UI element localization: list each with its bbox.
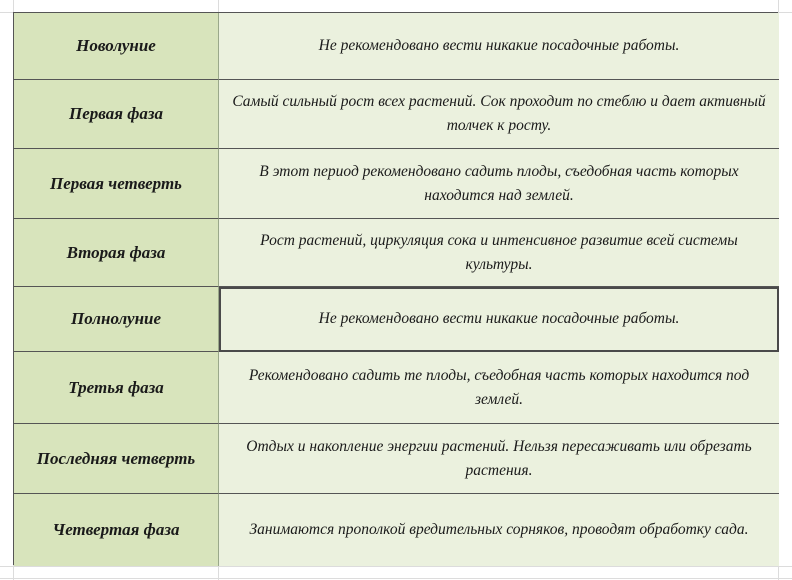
- description-cell-last-quarter[interactable]: Отдых и накопление энергии растений. Нельзя пересаживать или обрезать растения.: [219, 424, 779, 494]
- phase-cell-last-quarter[interactable]: Последняя четверть: [14, 424, 219, 494]
- phase-cell-first-quarter[interactable]: Первая четверть: [14, 149, 219, 219]
- phase-cell-new-moon[interactable]: Новолуние: [14, 13, 219, 80]
- phase-cell-third-phase[interactable]: Третья фаза: [14, 352, 219, 424]
- phase-cell-fourth-phase[interactable]: Четвертая фаза: [14, 494, 219, 566]
- description-cell-third-phase[interactable]: Рекомендовано садить те плоды, съедобная часть которых находится под землей.: [219, 352, 779, 424]
- phase-cell-second-phase[interactable]: Вторая фаза: [14, 219, 219, 287]
- phase-cell-first-phase[interactable]: Первая фаза: [14, 80, 219, 149]
- description-cell-second-phase[interactable]: Рост растений, циркуляция сока и интенсивное развитие всей системы культуры.: [219, 219, 779, 287]
- description-cell-first-phase[interactable]: Самый сильный рост всех растений. Сок проходит по стеблю и дает активный толчек к росту.: [219, 80, 779, 149]
- moon-phase-table: [13, 12, 778, 565]
- description-cell-fourth-phase[interactable]: Занимаются прополкой вредительных сорняков, проводят обработку сада.: [219, 494, 779, 566]
- description-cell-first-quarter[interactable]: В этот период рекомендовано садить плоды, съедобная часть которых находится над землей.: [219, 149, 779, 219]
- grid-line: [0, 566, 792, 567]
- description-cell-full-moon[interactable]: Не рекомендовано вести никакие посадочные работы.: [219, 287, 779, 352]
- phase-cell-full-moon[interactable]: Полнолуние: [14, 287, 219, 352]
- grid-line: [0, 578, 792, 579]
- description-cell-new-moon[interactable]: Не рекомендовано вести никакие посадочные работы.: [219, 13, 779, 80]
